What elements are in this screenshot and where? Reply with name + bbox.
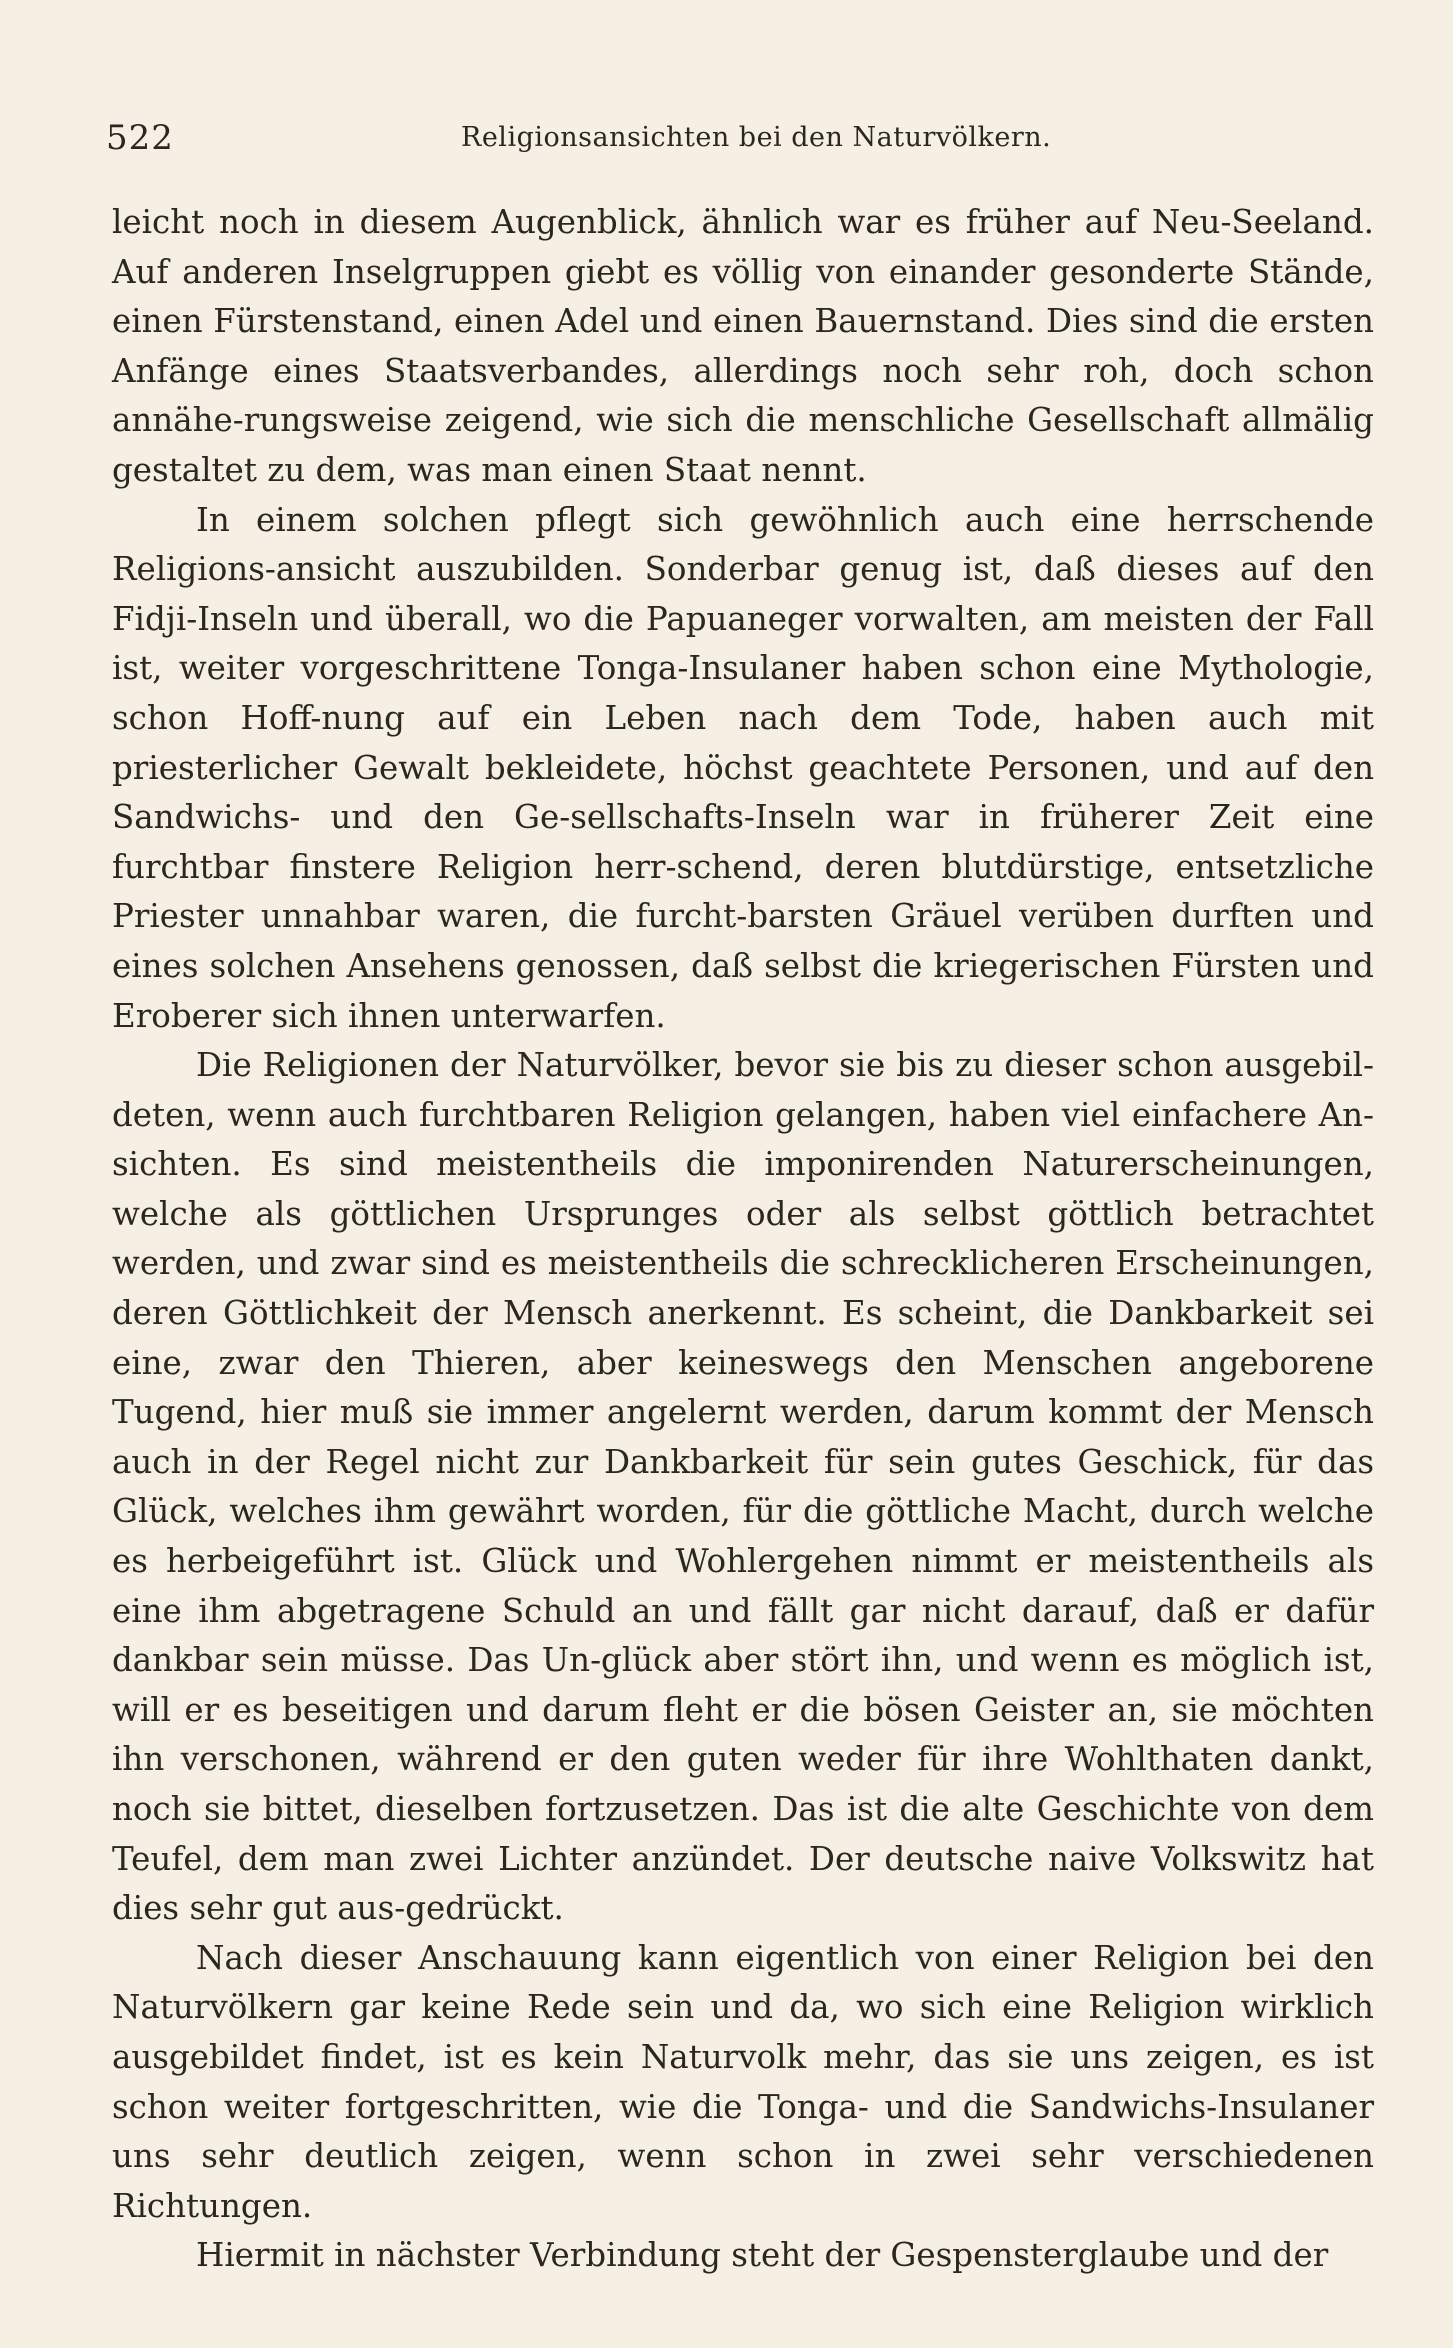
paragraph: leicht noch in diesem Augenblick, ähnlich war es früher auf Neu-Seeland. Auf anderen Inselgruppen giebt es völlig von einander gesonderte Stände, einen Fürstenstand, einen Adel und einen Bauernstand. Dies sind die ersten Anfänge eines Staatsverbandes, allerdings noch sehr roh, doch schon annähe-rungsweise zeigend, wie sich die menschliche Gesellschaft allmälig gestaltet zu dem, was man einen Staat nennt. (112, 203, 1374, 489)
running-title: Religionsansichten bei den Naturvölkern. (461, 122, 1052, 153)
paragraph: Nach dieser Anschauung kann eigentlich von einer Religion bei den Naturvölkern gar keine Rede sein und da, wo sich eine Religion wirklich ausgebildet findet, ist es kein Naturvolk mehr, das sie uns zeigen, es ist schon weiter fortgeschritten, wie die Tonga- und die Sandwichs-Insulaner uns sehr deutlich zeigen, wenn schon in zwei sehr verschiedenen Richtungen. (112, 1938, 1374, 2225)
paragraph: Die Religionen der Naturvölker, bevor sie bis zu dieser schon ausgebil-deten, wenn auch furchtbaren Religion gelangen, haben viel einfachere An-sichten. Es sind meistentheils die imponirenden Naturerscheinungen, welche als göttlichen Ursprunges oder als selbst göttlich betrachtet werden, und zwar sind es meistentheils die schrecklicheren Erscheinungen, deren Göttlichkeit der Mensch anerkennt. Es scheint, die Dankbarkeit sei eine, zwar den Thieren, aber keineswegs den Menschen angeborene Tugend, hier muß sie immer angelernt werden, darum kommt der Mensch auch in der Regel nicht zur Dankbarkeit für sein gutes Geschick, für das Glück, welches ihm gewährt worden, für die göttliche Macht, durch welche es herbeigeführt ist. Glück und Wohlergehen nimmt er meistentheils als eine ihm abgetragene Schuld an und fällt gar nicht darauf, daß er dafür dankbar sein müsse. Das Un-glück aber stört ihn, und wenn es möglich ist, will er es beseitigen und darum fleht er die bösen Geister an, sie möchten ihn verschonen, während er den guten weder für ihre Wohlthaten dankt, noch sie bittet, dieselben fortzusetzen. Das ist die alte Geschichte von dem Teufel, dem man zwei Lichter anzündet. Der deutsche naive Volkswitz hat dies sehr gut aus-gedrückt. (112, 1046, 1374, 1928)
paragraph: In einem solchen pflegt sich gewöhnlich auch eine herrschende Religions-ansicht auszubilden. Sonderbar genug ist, daß dieses auf den Fidji-Inseln und überall, wo die Papuaneger vorwalten, am meisten der Fall ist, weiter vorgeschrittene Tonga-Insulaner haben schon eine Mythologie, schon Hoff-nung auf ein Leben nach dem Tode, haben auch mit priesterlicher Gewalt bekleidete, höchst geachtete Personen, und auf den Sandwichs- und den Ge-sellschafts-Inseln war in früherer Zeit eine furchtbar finstere Religion herr-schend, deren blutdürstige, entsetzliche Priester unnahbar waren, die furcht-barsten Gräuel verüben durften und eines solchen Ansehens genossen, daß selbst die kriegerischen Fürsten und Eroberer sich ihnen unterwarfen. (112, 500, 1374, 1035)
running-head (106, 118, 1376, 168)
body-text (112, 198, 1374, 2281)
page-number: 522 (106, 118, 174, 158)
paragraph: Hiermit in nächster Verbindung steht der Gespensterglaube und der (196, 2236, 1329, 2275)
